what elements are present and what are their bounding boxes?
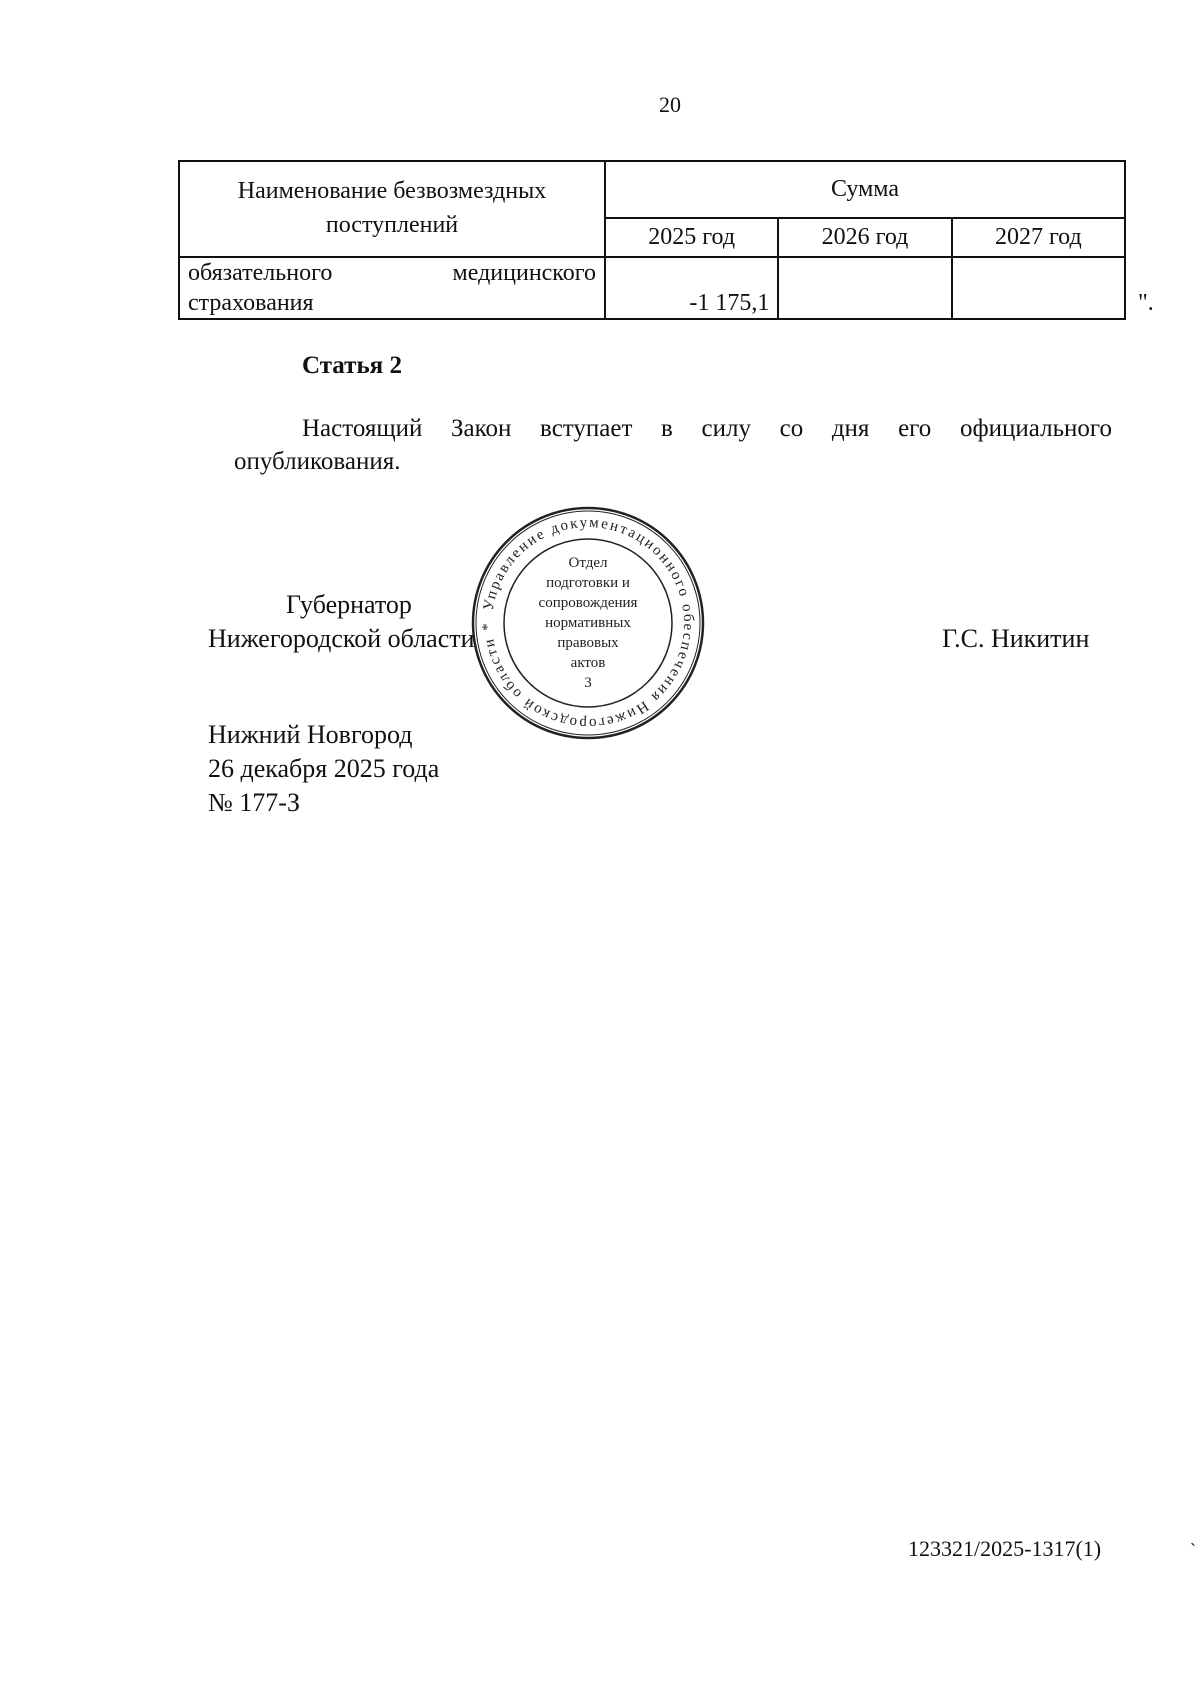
header-year-2026: 2026 год — [778, 218, 951, 257]
value-2027 — [952, 257, 1125, 319]
seal-line-5: правовых — [557, 635, 619, 651]
official-seal — [470, 505, 706, 741]
city: Нижний Новгород — [208, 720, 413, 749]
row-name-word-2: медицинского — [452, 260, 596, 286]
seal-line-7: 3 — [584, 675, 592, 691]
header-name: Наименование безвозмездных поступлений — [179, 161, 605, 257]
header-year-2025: 2025 год — [605, 218, 778, 257]
article-text-line-1: Настоящий Закон вступает в силу со дня его официального — [302, 415, 1112, 442]
law-number: № 177-З — [208, 788, 300, 817]
row-name-cell — [179, 257, 605, 319]
governor-title: Губернатор — [286, 590, 412, 619]
date: 26 декабря 2025 года — [208, 754, 440, 783]
row-name-word-3: страхования — [188, 290, 314, 316]
governor-region: Нижегородской области — [208, 624, 475, 653]
article-text — [234, 412, 1112, 478]
row-name-word-1: обязательного — [188, 260, 333, 286]
article-title: Статья 2 — [302, 352, 402, 379]
table-row — [179, 257, 1125, 319]
scan-mark: ` — [1190, 1540, 1196, 1560]
place-date-block — [208, 718, 439, 820]
governor-name: Г.С. Никитин — [942, 624, 1090, 653]
closing-quote: ". — [1138, 290, 1154, 316]
seal-line-3: сопровождения — [538, 595, 638, 611]
article-text-line-2: опубликования. — [234, 448, 401, 475]
header-year-2027: 2027 год — [952, 218, 1125, 257]
seal-line-4: нормативных — [545, 615, 631, 631]
value-2025: -1 175,1 — [605, 257, 778, 319]
value-2026 — [778, 257, 951, 319]
seal-line-1: Отдел — [568, 555, 608, 571]
document-id: 123321/2025-1317(1) — [908, 1536, 1102, 1561]
seal-line-2: подготовки и — [546, 575, 630, 591]
grants-table — [178, 160, 1126, 320]
seal-ring-text: Управление документационного обеспечения Нижегородской области * — [479, 514, 697, 732]
header-sum: Сумма — [605, 161, 1125, 218]
page-number: 20 — [659, 92, 681, 117]
seal-line-6: актов — [570, 655, 606, 671]
